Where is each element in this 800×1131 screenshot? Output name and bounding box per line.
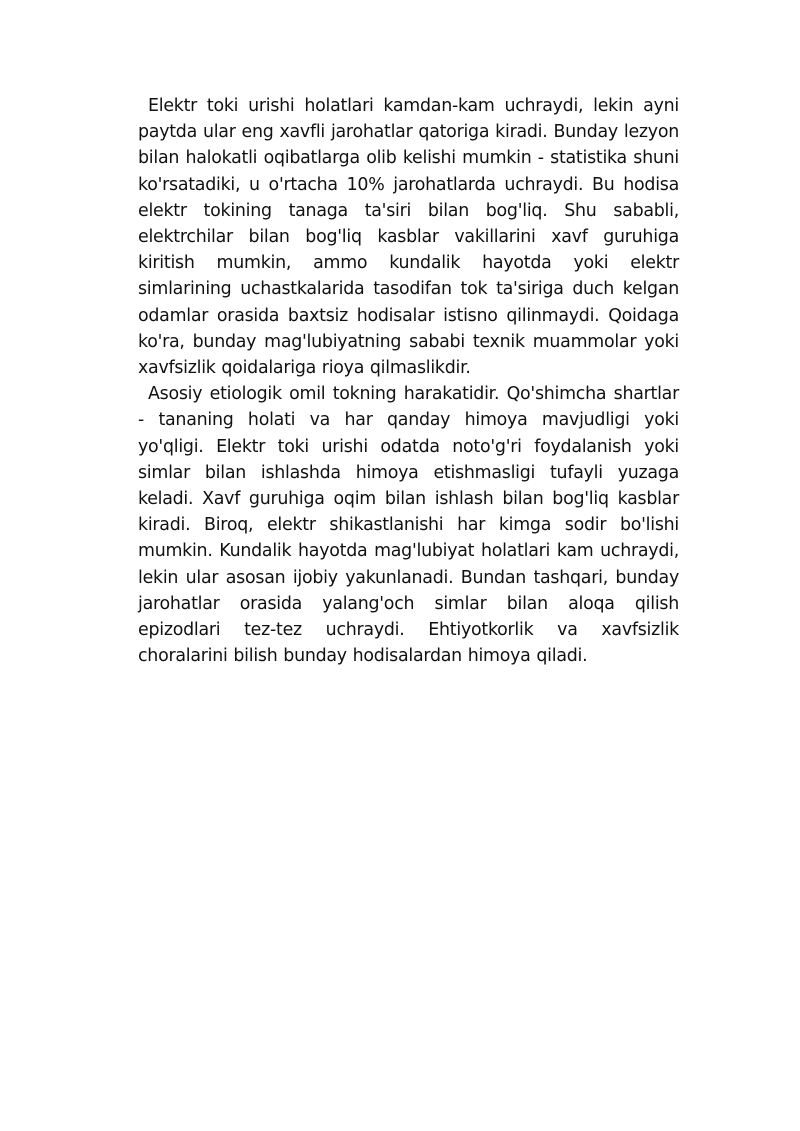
- body-text: [138, 93, 679, 669]
- paragraph-1: Elektr toki urishi holatlari kamdan-kam uchraydi, lekin ayni paytda ular eng xavfli jarohatlar qatoriga kiradi. Bunday lezyon bilan halokatli oqibatlarga olib kelishi mumkin - statistika shuni ko'rsatadiki, u o'rtacha 10% jarohatlarda uchraydi. Bu hodisa elektr tokining tanaga ta'siri bilan bog'liq. Shu sababli, elektrchilar bilan bog'liq kasblar vakillarini xavf guruhiga kiritish mumkin, ammo kundalik hayotda yoki elektr simlarining uchastkalarida tasodifan tok ta'siriga duch kelgan odamlar orasida baxtsiz hodisalar istisno qilinmaydi. Qoidaga ko'ra, bunday mag'lubiyatning sababi texnik muammolar yoki xavfsizlik qoidalariga rioya qilmaslikdir.: [138, 96, 679, 379]
- paragraph-2: Asosiy etiologik omil tokning harakatidir. Qo'shimcha shartlar - tananing holati va har qanday himoya mavjudligi yoki yo'qligi. Elektr toki urishi odatda noto'g'ri foydalanish yoki simlar bilan ishlashda himoya etishmasligi tufayli yuzaga keladi. Xavf guruhiga oqim bilan ishlash bilan bog'liq kasblar kiradi. Biroq, elektr shikastlanishi har kimga sodir bo'lishi mumkin. Kundalik hayotda mag'lubiyat holatlari kam uchraydi, lekin ular asosan ijobiy yakunlanadi. Bundan tashqari, bunday jarohatlar orasida yalang'och simlar bilan aloqa qilish epizodlari tez-tez uchraydi. Ehtiyotkorlik va xavfsizlik choralarini bilish bunday hodisalardan himoya qiladi.: [138, 384, 679, 667]
